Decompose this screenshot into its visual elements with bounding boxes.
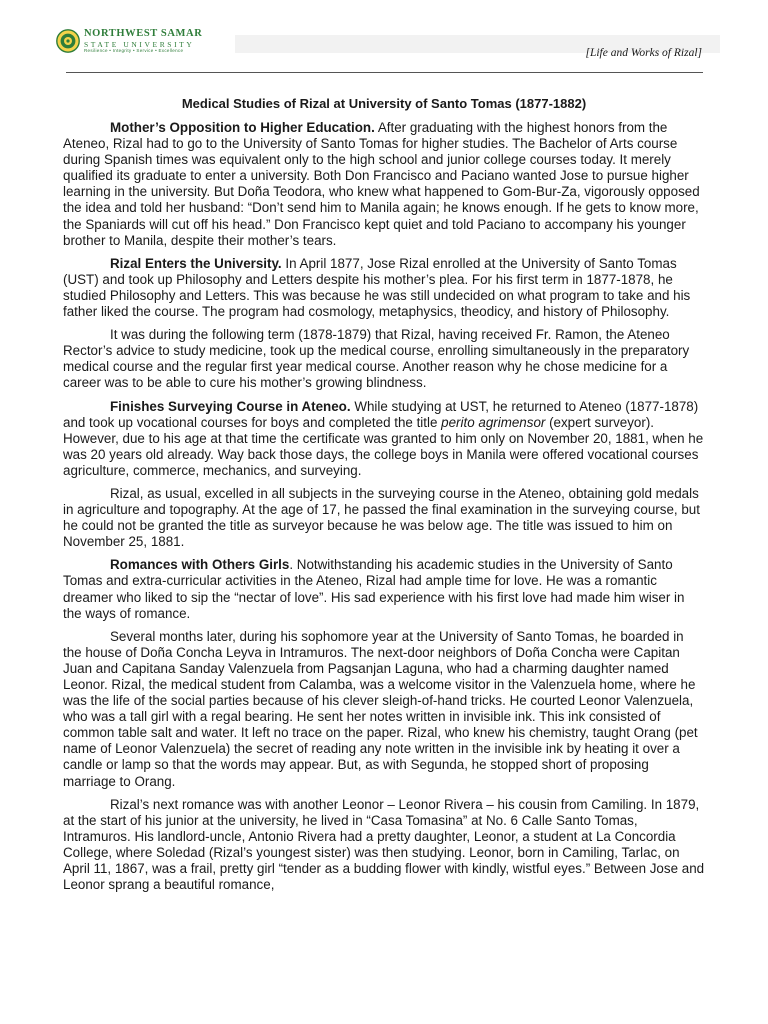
- document-body: [63, 95, 705, 900]
- university-seal-icon: [56, 29, 80, 53]
- logo-motto: Resilience • Integrity • Service • Excellence: [84, 48, 184, 53]
- paragraph-text: While studying at UST, he returned to Ateneo (1877-1878) and took up vocational courses for boys and completed the title: [63, 398, 699, 430]
- paragraph-surveying-excellence: [63, 486, 705, 550]
- paragraph-text: . Notwithstanding his academic studies in the University of Santo Tomas and extra-curricular activities in the Ateneo, Rizal had ample time for love. He was a romantic dreamer who liked to sip the “nectar of love”. His sad experience with his first love had made him wiser in the ways of romance.: [63, 557, 685, 621]
- paragraph-heading: Rizal Enters the University.: [110, 255, 282, 271]
- course-tag: [Life and Works of Rizal]: [585, 47, 702, 59]
- paragraph-heading: Finishes Surveying Course in Ateneo.: [110, 398, 351, 414]
- paragraph-surveying-course: [63, 399, 705, 479]
- logo-name: NORTHWEST SAMAR: [84, 28, 203, 39]
- paragraph-italic-term: perito agrimensor: [441, 414, 546, 430]
- paragraph-heading: Mother’s Opposition to Higher Education.: [110, 120, 375, 135]
- paragraph-text: In April 1877, Jose Rizal enrolled at the University of Santo Tomas (UST) and took up Philosophy and Letters despite his mother’s plea. For his first term in 1877-1878, he studied Philosophy and Letters. This was because he was still undecided on what program to take and his father liked the course. The program had cosmology, metaphysics, theodicy, and history of Philosophy.: [63, 255, 691, 320]
- paragraph-text: Several months later, during his sophomore year at the University of Santo Tomas, he boarded in the house of Doña Concha Leyva in Intramuros. The next-door neighbors of Doña Concha were Capitan Juan and Capitana Sanday Valenzuela from Pagsanjan Laguna, who had a charming daughter named Leonor. Rizal, the medical student from Calamba, was a welcome visitor in the Valenzuela home, where he was the life of the social parties because of his clever sleigh-of-hand tricks. He courted Leonor Valenzuela, who was a tall girl with a regal bearing. He sent her notes written in invisible ink. This ink consisted of common table salt and water. It left no trace on the paper. Rizal, who knew his chemistry, taught Orang (pet name of Leonor Valenzuela) the secret of reading any note written in the invisible ink by heating it over a candle or lamp so that the words may appear. But, as with Segunda, he stopped short of proposing marriage to Orang.: [63, 628, 698, 789]
- page-header: [0, 0, 768, 78]
- paragraph-text: (expert surveyor). However, due to his age at that time the certificate was granted to him only on November 20, 1881, when he was 20 years old already. Way back those days, the college boys in Manila were offered vocational courses agriculture, commerce, mechanics, and surveying.: [63, 414, 704, 478]
- paragraph-text: After graduating with the highest honors from the Ateneo, Rizal had to go to the University of Santo Tomas for higher studies. The Bachelor of Arts course during Spanish times was equivalent only to the high school and junior college courses today. It merely qualified its graduate to enter a university. Both Don Francisco and Paciano wanted Jose to pursue higher learning in the university. But Doña Teodora, who knew what happened to Gom-Bur-Za, vigorously opposed the idea and told her husband: “Don’t send him to Manila again; he knows enough. If he gets to know more, the Spaniards will cut off his head.” Don Francisco kept quiet and told Paciano to accompany his younger brother to Manila, despite their mother’s tears.: [63, 120, 700, 248]
- logo-subtitle: STATE UNIVERSITY: [84, 39, 195, 49]
- university-logo: [56, 29, 202, 54]
- paragraph-rizal-enters-university: [63, 256, 705, 320]
- header-divider: [66, 72, 703, 73]
- paragraph-medicine-course: [63, 327, 705, 391]
- paragraph-mothers-opposition: [63, 120, 705, 249]
- paragraph-text: It was during the following term (1878-1879) that Rizal, having received Fr. Ramon, the Ateneo Rector’s advice to study medicine, took up the medical course, enrolling simultaneously in the preparatory medical course and the regular first year medical course. Another reason why he chose medicine for a career was to be able to cure his mother’s growing blindness.: [63, 327, 690, 391]
- paragraph-heading: Romances with Others Girls: [110, 557, 290, 573]
- paragraph-leonor-valenzuela: [63, 629, 705, 790]
- paragraph-text: Rizal, as usual, excelled in all subjects in the surveying course in the Ateneo, obtaining gold medals in agriculture and topography. At the age of 17, he passed the final examination in the surveying course, but he could not be granted the title as surveyor because he was below age. The title was issued to him on November 25, 1881.: [63, 485, 700, 550]
- paragraph-leonor-rivera: [63, 797, 705, 894]
- paragraph-romances: [63, 557, 705, 621]
- paragraph-text: Rizal’s next romance was with another Leonor – Leonor Rivera – his cousin from Camiling. In 1879, at the start of his junior at the university, he lived in “Casa Tomasina” at No. 6 Calle Santo Tomas, Intramuros. His landlord-uncle, Antonio Rivera had a pretty daughter, Leonor, a student at La Concordia College, where Soledad (Rizal’s youngest sister) was then studying. Leonor, born in Camiling, Tarlac, on April 11, 1867, was a frail, pretty girl “tender as a budding flower with kindly, wistful eyes.” Between Jose and Leonor sprang a beautiful romance,: [63, 796, 705, 893]
- document-title: Medical Studies of Rizal at University of Santo Tomas (1877-1882): [181, 96, 587, 111]
